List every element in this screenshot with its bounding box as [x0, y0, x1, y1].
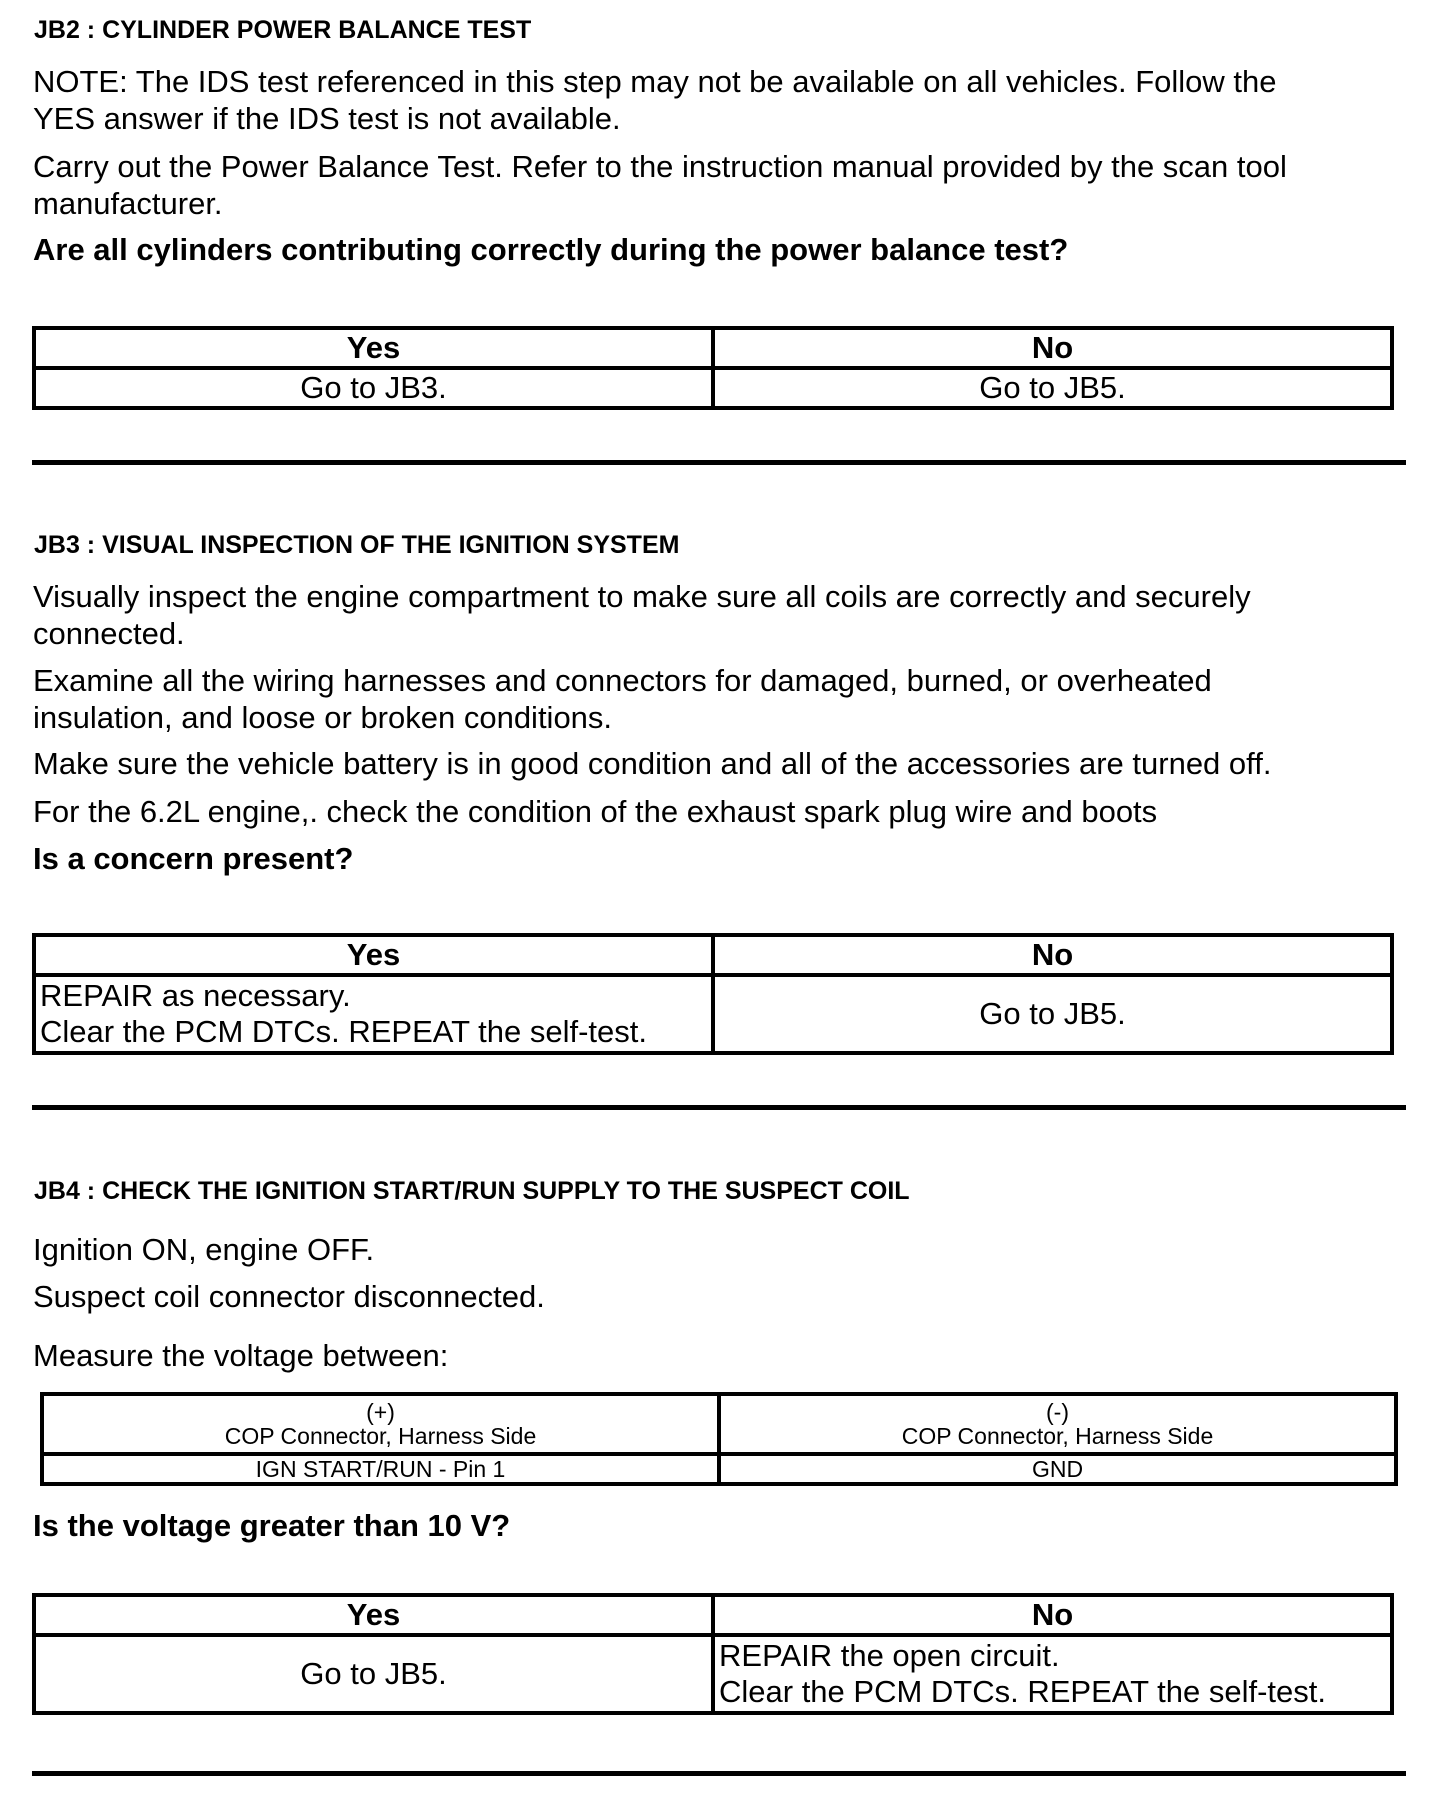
section-divider: [32, 1771, 1406, 1776]
table-row: [34, 1635, 1392, 1713]
jb2-note-line1: NOTE: The IDS test referenced in this step may not be available on all vehicles. Follow the: [33, 64, 1277, 99]
negative-probe-header: [719, 1394, 1396, 1454]
negative-label: COP Connector, Harness Side: [901, 1423, 1214, 1449]
jb3-answer-table: [32, 933, 1394, 1055]
yes-header: Yes: [34, 935, 713, 975]
jb3-p1-line2: connected.: [33, 616, 185, 651]
jb4-paragraph-1: Ignition ON, engine OFF.: [33, 1232, 375, 1267]
table-header-row: [34, 935, 1392, 975]
section-divider: [32, 1105, 1406, 1110]
jb3-p1-line1: Visually inspect the engine compartment to make sure all coils are correctly and securely: [33, 579, 1251, 614]
jb2-question: Are all cylinders contributing correctly during the power balance test?: [33, 232, 1069, 267]
jb2-instruction-line1: Carry out the Power Balance Test. Refer to the instruction manual provided by the scan tool: [33, 149, 1287, 184]
jb3-no-action: Go to JB5.: [713, 975, 1392, 1053]
jb2-note: [33, 63, 1423, 137]
jb4-no-action-line1: REPAIR the open circuit.: [719, 1638, 1060, 1673]
jb3-paragraph-1: [33, 578, 1423, 652]
jb3-paragraph-3: Make sure the vehicle battery is in good condition and all of the accessories are turned off.: [33, 746, 1272, 781]
yes-header: Yes: [34, 1595, 713, 1635]
table-header-row: [42, 1394, 1396, 1454]
jb4-answer-table: [32, 1593, 1394, 1715]
table-row: [34, 975, 1392, 1053]
jb3-p2-line1: Examine all the wiring harnesses and connectors for damaged, burned, or overheated: [33, 663, 1212, 698]
jb4-no-action: [713, 1635, 1392, 1713]
jb4-no-action-line2: Clear the PCM DTCs. REPEAT the self-test.: [719, 1674, 1326, 1709]
positive-probe-value: IGN START/RUN - Pin 1: [42, 1454, 719, 1484]
jb2-answer-table: [32, 326, 1394, 410]
jb2-instruction-line2: manufacturer.: [33, 186, 223, 221]
yes-header: Yes: [34, 328, 713, 368]
jb3-yes-action-line2: Clear the PCM DTCs. REPEAT the self-test.: [40, 1014, 647, 1049]
positive-symbol: (+): [366, 1399, 395, 1425]
jb3-yes-action: [34, 975, 713, 1053]
jb2-heading: JB2 : CYLINDER POWER BALANCE TEST: [34, 16, 532, 44]
jb4-question: Is the voltage greater than 10 V?: [33, 1508, 511, 1543]
negative-probe-value: GND: [719, 1454, 1396, 1484]
jb4-paragraph-2: Suspect coil connector disconnected.: [33, 1279, 545, 1314]
positive-probe-header: [42, 1394, 719, 1454]
positive-label: COP Connector, Harness Side: [224, 1423, 537, 1449]
table-header-row: [34, 1595, 1392, 1635]
jb3-yes-action-line1: REPAIR as necessary.: [40, 978, 351, 1013]
no-header: No: [713, 935, 1392, 975]
section-divider: [32, 460, 1406, 465]
jb3-p2-line2: insulation, and loose or broken conditions.: [33, 700, 613, 735]
jb2-instruction: [33, 148, 1423, 222]
jb3-heading: JB3 : VISUAL INSPECTION OF THE IGNITION SYSTEM: [34, 531, 680, 559]
no-header: No: [713, 1595, 1392, 1635]
jb3-paragraph-4: For the 6.2L engine,. check the condition of the exhaust spark plug wire and boots: [33, 794, 1158, 829]
jb4-measurement-table: [40, 1392, 1398, 1486]
jb4-yes-action: Go to JB5.: [34, 1635, 713, 1713]
jb4-heading: JB4 : CHECK THE IGNITION START/RUN SUPPLY TO THE SUSPECT COIL: [34, 1177, 910, 1205]
table-row: [34, 368, 1392, 408]
jb4-paragraph-3: Measure the voltage between:: [33, 1338, 449, 1373]
no-header: No: [713, 328, 1392, 368]
table-header-row: [34, 328, 1392, 368]
negative-symbol: (-): [1046, 1399, 1069, 1425]
jb2-note-line2: YES answer if the IDS test is not available.: [33, 101, 621, 136]
jb3-paragraph-2: [33, 662, 1423, 736]
table-row: [42, 1454, 1396, 1484]
jb2-no-action: Go to JB5.: [713, 368, 1392, 408]
jb2-yes-action: Go to JB3.: [34, 368, 713, 408]
jb3-question: Is a concern present?: [33, 841, 354, 876]
